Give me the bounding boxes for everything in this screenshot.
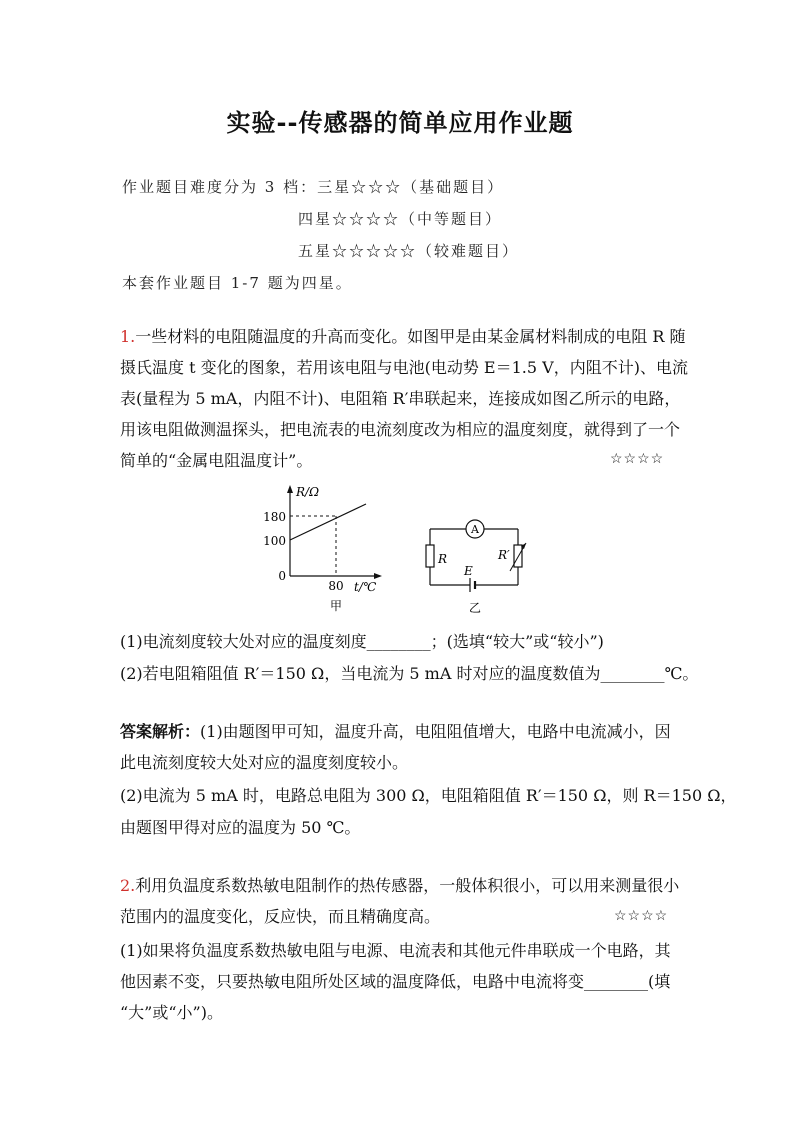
resistor-box-label: R′	[498, 548, 510, 562]
difficulty-note: 本套作业题目 1-7 题为四星。	[122, 274, 353, 292]
q1-line-2: 摄氏温度 t 变化的图象，若用该电阻与电池(电动势 E＝1.5 V，内阻不计)、电流	[120, 358, 688, 377]
q1-line-3: 表(量程为 5 mA，内阻不计)、电阻箱 R′串联起来，连接成如图乙所示的电路，	[120, 389, 681, 408]
difficulty-row-1	[122, 176, 504, 197]
q2-line-2: 范围内的温度变化，反应快，而且精确度高。	[120, 907, 441, 926]
difficulty-intro: 作业题目难度分为 3 档：	[122, 178, 318, 196]
r-t-line	[290, 504, 366, 540]
ammeter-label: A	[471, 523, 479, 536]
q2-line-4: 他因素不变，只要热敏电阻所处区域的温度降低，电路中电流将变________(填	[120, 972, 671, 991]
x-axis-arrow	[374, 573, 382, 579]
resistor-icon	[426, 545, 434, 567]
q1-line-5: 简单的“金属电阻温度计”。	[120, 451, 313, 470]
battery-label: E	[464, 564, 473, 578]
q2-number: 2.	[120, 876, 136, 895]
ylabel: R/Ω	[296, 485, 320, 499]
resistor-label: R	[438, 552, 448, 566]
q2-line-5: “大”或“小”)。	[120, 1003, 223, 1022]
caption-jia: 甲	[329, 599, 343, 613]
q1-number: 1.	[120, 327, 136, 346]
q1-line-1: 1.一些材料的电阻随温度的升高而变化。如图甲是由某金属材料制成的电阻 R 随	[120, 327, 686, 346]
answer1-line-3: (2)电流为 5 mA 时，电路总电阻为 300 Ω，电阻箱阻值 R′＝150 Ω，则 R＝150 Ω，	[120, 786, 737, 805]
answer1-line-1: 答案解析：(1)由题图甲可知，温度升高，电阻阻值增大，电路中电流减小，因	[120, 722, 671, 741]
difficulty-level-4: 四星☆☆☆☆（中等题目）	[298, 210, 503, 228]
ytick-0: 0	[278, 569, 286, 583]
q2-stars: ☆☆☆☆	[614, 908, 669, 924]
xlabel: t/℃	[354, 580, 377, 594]
answer1-line-4: 由题图甲得对应的温度为 50 ℃。	[120, 818, 361, 837]
xtick-80: 80	[328, 579, 344, 593]
ytick-100: 100	[263, 534, 286, 548]
y-axis-arrow	[287, 485, 293, 493]
answer-label: 答案解析：	[120, 722, 201, 741]
q1-sub-2: (2)若电阻箱阻值 R′＝150 Ω，当电流为 5 mA 时对应的温度数值为________℃。	[120, 664, 699, 683]
q1-sub-1: (1)电流刻度较大处对应的温度刻度________；(选填“较大”或“较小”)	[120, 632, 604, 651]
q1-line-4: 用该电阻做测温探头，把电流表的电流刻度改为相应的温度刻度，就得到了一个	[120, 420, 681, 439]
difficulty-level-3: 三星☆☆☆（基础题目）	[317, 178, 505, 196]
q1-stars: ☆☆☆☆	[610, 451, 665, 467]
q2-line-3: (1)如果将负温度系数热敏电阻与电源、电流表和其他元件串联成一个电路，其	[120, 941, 671, 960]
q2-line-1: 2.利用负温度系数热敏电阻制作的热传感器，一般体积很小，可以用来测量很小	[120, 876, 680, 895]
figure-jia-graph	[250, 480, 395, 615]
page-title: 实验--传感器的简单应用作业题	[226, 109, 574, 137]
answer1-line-2: 此电流刻度较大处对应的温度刻度较小。	[120, 753, 409, 772]
ytick-180: 180	[263, 510, 286, 524]
difficulty-level-5: 五星☆☆☆☆☆（较难题目）	[298, 242, 520, 260]
caption-yi: 乙	[468, 601, 482, 615]
figure-yi-circuit	[418, 515, 528, 615]
